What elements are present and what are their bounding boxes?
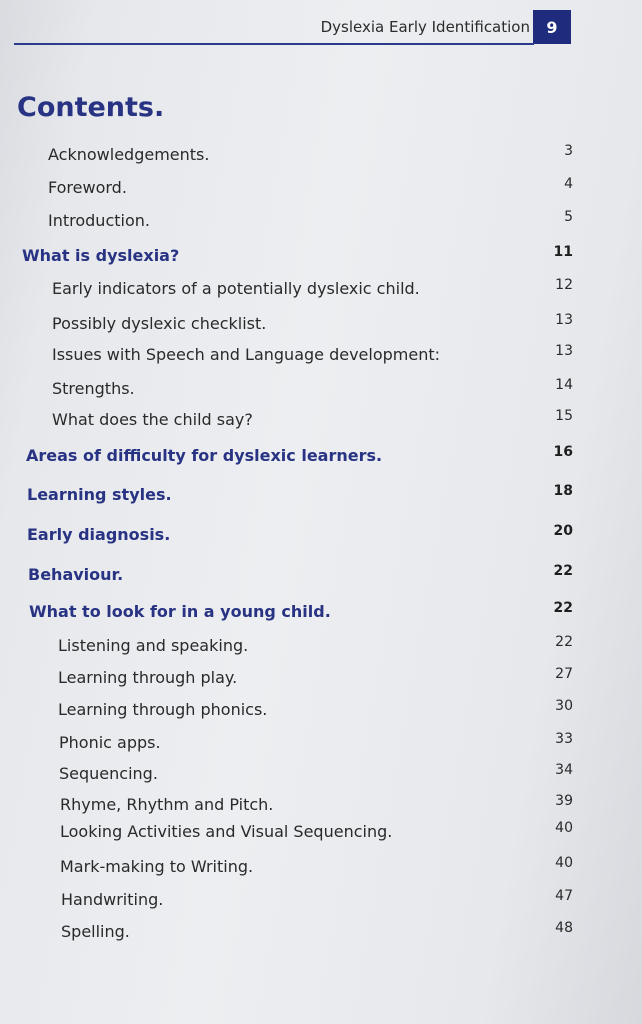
toc-entry bbox=[0, 485, 642, 513]
toc-entry bbox=[0, 279, 642, 307]
toc-entry bbox=[0, 145, 642, 173]
toc-entry-page: 39 bbox=[555, 793, 573, 809]
toc-entry-page: 47 bbox=[555, 888, 573, 904]
toc-entry-label: What does the child say? bbox=[52, 410, 253, 429]
toc-entry-page: 14 bbox=[555, 377, 573, 393]
toc-entry bbox=[0, 211, 642, 239]
toc-entry-label: Possibly dyslexic checklist. bbox=[52, 314, 267, 333]
toc-entry-label: Early diagnosis. bbox=[27, 525, 171, 544]
toc-entry-page: 12 bbox=[555, 277, 573, 293]
toc-entry bbox=[0, 602, 642, 630]
toc-entry-label: Early indicators of a potentially dyslexic child. bbox=[52, 279, 420, 298]
toc-entry-page: 5 bbox=[564, 209, 573, 225]
toc-entry-label: Handwriting. bbox=[61, 890, 164, 909]
toc-entry-label: What to look for in a young child. bbox=[29, 602, 331, 621]
toc-entry bbox=[0, 565, 642, 593]
toc-entry-page: 33 bbox=[555, 731, 573, 747]
header-rule bbox=[14, 43, 534, 45]
toc-entry bbox=[0, 764, 642, 792]
toc-entry-label: Spelling. bbox=[61, 922, 130, 941]
toc-entry-label: Behaviour. bbox=[28, 565, 124, 584]
toc-entry-label: Phonic apps. bbox=[59, 733, 161, 752]
toc-entry-page: 48 bbox=[555, 920, 573, 936]
toc-entry bbox=[0, 668, 642, 696]
toc-entry-label: Issues with Speech and Language development: bbox=[52, 345, 441, 364]
toc-entry bbox=[0, 890, 642, 918]
toc-entry-label: Introduction. bbox=[48, 211, 150, 230]
toc-entry-page: 16 bbox=[553, 444, 573, 460]
toc-entry-page: 20 bbox=[553, 523, 573, 539]
toc-entry-page: 3 bbox=[564, 143, 573, 159]
toc-entry-page: 40 bbox=[555, 820, 573, 836]
toc-entry bbox=[0, 178, 642, 206]
contents-heading: Contents. bbox=[17, 92, 165, 123]
toc-entry bbox=[0, 314, 642, 342]
running-header-title: Dyslexia Early Identification bbox=[320, 18, 530, 36]
toc-entry-label: Learning through play. bbox=[58, 668, 238, 687]
toc-entry-label: Listening and speaking. bbox=[58, 636, 249, 655]
toc-entry bbox=[0, 379, 642, 407]
toc-entry-label: Strengths. bbox=[52, 379, 135, 398]
toc-entry-label: Learning styles. bbox=[27, 485, 172, 504]
toc-entry bbox=[0, 525, 642, 553]
toc-entry bbox=[0, 700, 642, 728]
toc-entry bbox=[0, 795, 642, 823]
toc-entry bbox=[0, 857, 642, 885]
toc-entry-page: 22 bbox=[555, 634, 573, 650]
toc-entry-page: 18 bbox=[553, 483, 573, 499]
toc-entry bbox=[0, 636, 642, 664]
toc-entry-page: 13 bbox=[555, 343, 573, 359]
toc-entry-label: What is dyslexia? bbox=[22, 246, 180, 265]
toc-entry bbox=[0, 345, 642, 373]
toc-entry-label: Acknowledgements. bbox=[48, 145, 210, 164]
toc-entry bbox=[0, 922, 642, 950]
toc-entry-page: 4 bbox=[564, 176, 573, 192]
toc-entry-label: Sequencing. bbox=[59, 764, 158, 783]
toc-entry-page: 15 bbox=[555, 408, 573, 424]
toc-entry-label: Foreword. bbox=[48, 178, 127, 197]
toc-entry bbox=[0, 410, 642, 438]
toc-entry-label: Learning through phonics. bbox=[58, 700, 268, 719]
toc-entry-label: Areas of difficulty for dyslexic learners. bbox=[26, 446, 383, 465]
toc-entry-label: Looking Activities and Visual Sequencing. bbox=[60, 822, 393, 841]
toc-entry-page: 30 bbox=[555, 698, 573, 714]
toc-entry bbox=[0, 446, 642, 474]
toc-entry-page: 22 bbox=[553, 563, 573, 579]
toc-entry bbox=[0, 822, 642, 850]
toc-entry-page: 34 bbox=[555, 762, 573, 778]
toc-entry bbox=[0, 733, 642, 761]
page-number-badge bbox=[533, 10, 571, 44]
toc-entry-page: 27 bbox=[555, 666, 573, 682]
toc-entry bbox=[0, 246, 642, 274]
toc-entry-page: 13 bbox=[555, 312, 573, 328]
toc-entry-page: 22 bbox=[553, 600, 573, 616]
toc-entry-page: 40 bbox=[555, 855, 573, 871]
page-number: 9 bbox=[546, 17, 558, 37]
toc-entry-page: 11 bbox=[553, 244, 573, 260]
toc-entry-label: Rhyme, Rhythm and Pitch. bbox=[60, 795, 274, 814]
toc-entry-label: Mark-making to Writing. bbox=[60, 857, 254, 876]
